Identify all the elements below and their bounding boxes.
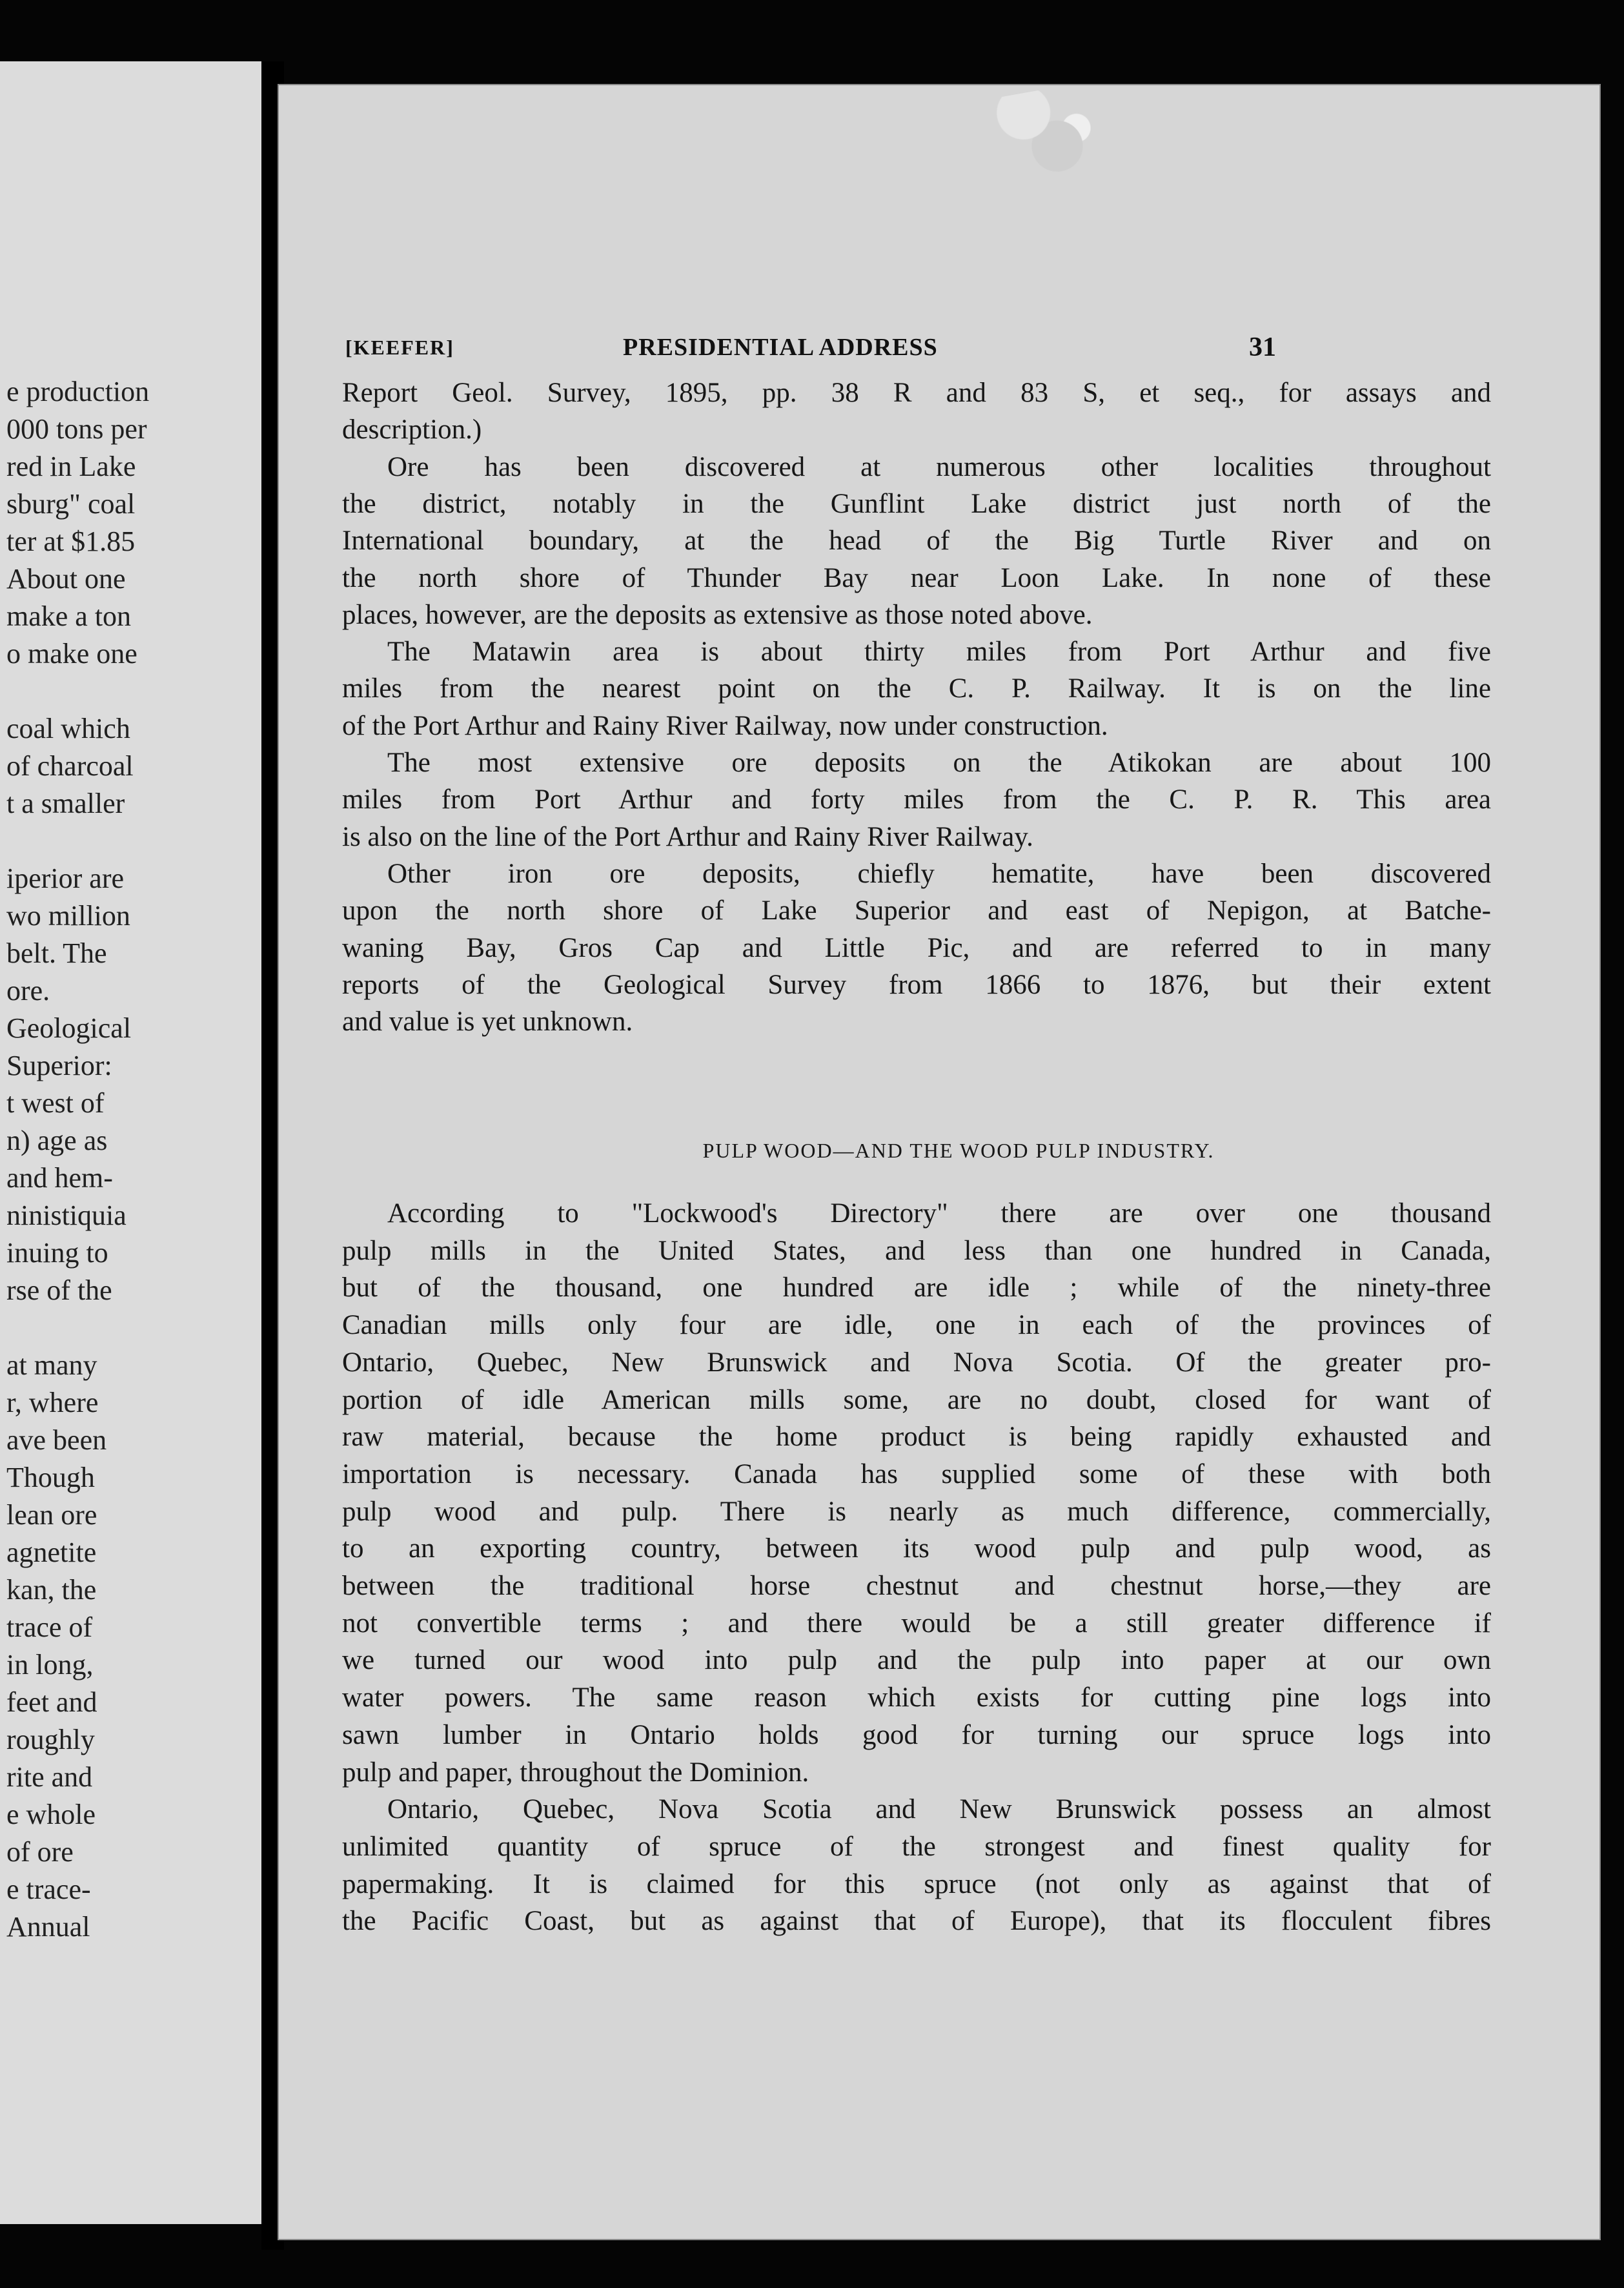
facing-page-line: About one bbox=[6, 563, 126, 595]
facing-page-line: ninistiquia bbox=[6, 1200, 127, 1231]
facing-page-line: feet and bbox=[6, 1686, 97, 1718]
text-line: and value is yet unknown. bbox=[342, 1006, 633, 1037]
facing-page-line: red in Lake bbox=[6, 451, 136, 482]
facing-page-line: iperior are bbox=[6, 863, 124, 894]
text-line: not convertible terms ; and there would be a still greater difference if bbox=[342, 1608, 1491, 1639]
paper-tear-mark bbox=[988, 84, 1112, 195]
facing-page-line: r, where bbox=[6, 1387, 99, 1418]
text-line: the Pacific Coast, but as against that of Europe), that its flocculent fibres bbox=[342, 1906, 1491, 1937]
facing-page-line: Superior: bbox=[6, 1050, 112, 1081]
facing-page-line: t west of bbox=[6, 1087, 105, 1119]
text-line: is also on the line of the Port Arthur and Rainy River Railway. bbox=[342, 821, 1033, 852]
text-line: Canadian mills only four are idle, one in each of the provinces of bbox=[342, 1310, 1491, 1341]
running-header-title: PRESIDENTIAL ADDRESS bbox=[623, 334, 938, 361]
text-line: upon the north shore of Lake Superior and east of Nepigon, at Batche- bbox=[342, 895, 1491, 926]
text-line: raw material, because the home product is being rapidly exhausted and bbox=[342, 1422, 1491, 1453]
facing-page-line: roughly bbox=[6, 1724, 95, 1755]
text-line: Ore has been discovered at numerous other localities throughout bbox=[387, 451, 1491, 482]
running-header-author: [KEEFER] bbox=[345, 336, 454, 359]
facing-page-line: of charcoal bbox=[6, 750, 134, 782]
text-line: pulp and paper, throughout the Dominion. bbox=[342, 1757, 809, 1788]
facing-page-line: e trace- bbox=[6, 1874, 91, 1905]
text-line: International boundary, at the head of the Big Turtle River and on bbox=[342, 526, 1491, 557]
facing-page-line: make a ton bbox=[6, 600, 132, 632]
text-line: we turned our wood into pulp and the pulp into paper at our own bbox=[342, 1645, 1491, 1676]
section-heading: PULP WOOD—AND THE WOOD PULP INDUSTRY. bbox=[702, 1139, 1215, 1162]
text-line: unlimited quantity of spruce of the strongest and finest quality for bbox=[342, 1831, 1491, 1862]
facing-page-line: Geological bbox=[6, 1012, 132, 1044]
page-number: 31 bbox=[1249, 332, 1276, 362]
facing-page-line: rse of the bbox=[6, 1274, 112, 1306]
facing-page-line: agnetite bbox=[6, 1537, 97, 1568]
facing-page-line: Annual bbox=[6, 1911, 90, 1943]
facing-page-line: rite and bbox=[6, 1761, 93, 1793]
text-line: reports of the Geological Survey from 1866 to 1876, but their extent bbox=[342, 969, 1491, 1000]
text-line: importation is necessary. Canada has supplied some of these with both bbox=[342, 1458, 1491, 1489]
facing-page-line: wo million bbox=[6, 900, 130, 932]
facing-page-line: in long, bbox=[6, 1649, 94, 1680]
text-line: portion of idle American mills some, are no doubt, closed for want of bbox=[342, 1384, 1491, 1415]
text-line: waning Bay, Gros Cap and Little Pic, and are referred to in many bbox=[342, 932, 1491, 963]
text-line: pulp mills in the United States, and less than one hundred in Canada, bbox=[342, 1235, 1491, 1266]
text-line: According to "Lockwood's Directory" there are over one thousand bbox=[387, 1198, 1491, 1229]
text-line: miles from the nearest point on the C. P. Railway. It is on the line bbox=[342, 673, 1491, 704]
text-line: the north shore of Thunder Bay near Loon Lake. In none of these bbox=[342, 562, 1491, 593]
facing-page-line: belt. The bbox=[6, 937, 107, 969]
text-line: pulp wood and pulp. There is nearly as much difference, commercially, bbox=[342, 1496, 1491, 1527]
facing-page-line: o make one bbox=[6, 638, 137, 669]
text-line: The Matawin area is about thirty miles from Port Arthur and five bbox=[387, 637, 1491, 668]
text-line: sawn lumber in Ontario holds good for turning our spruce logs into bbox=[342, 1719, 1491, 1750]
text-line: to an exporting country, between its wood pulp and pulp wood, as bbox=[342, 1533, 1491, 1564]
facing-page-line: sburg" coal bbox=[6, 488, 136, 520]
facing-page-line: coal which bbox=[6, 713, 130, 744]
facing-page-line: ore. bbox=[6, 975, 50, 1006]
facing-page-line: lean ore bbox=[6, 1499, 97, 1531]
facing-page-line: kan, the bbox=[6, 1574, 97, 1606]
facing-page-line: and hem- bbox=[6, 1162, 113, 1194]
facing-page-line bbox=[6, 1309, 268, 1347]
facing-page-line: e whole bbox=[6, 1799, 96, 1830]
facing-page-line: ave been bbox=[6, 1424, 107, 1456]
document-page bbox=[278, 84, 1601, 2240]
text-line: The most extensive ore deposits on the Atikokan are about 100 bbox=[387, 748, 1491, 778]
facing-page bbox=[0, 61, 268, 2224]
facing-page-line bbox=[6, 822, 268, 860]
text-line: Ontario, Quebec, Nova Scotia and New Brunswick possess an almost bbox=[387, 1794, 1491, 1825]
text-line: but of the thousand, one hundred are idle ; while of the ninety-three bbox=[342, 1272, 1491, 1303]
text-line: miles from Port Arthur and forty miles from the C. P. R. This area bbox=[342, 784, 1491, 815]
facing-page-line: t a smaller bbox=[6, 788, 125, 819]
facing-page-line: of ore bbox=[6, 1836, 74, 1868]
text-line: Report Geol. Survey, 1895, pp. 38 R and 83 S, et seq., for assays and bbox=[342, 378, 1491, 408]
text-line: of the Port Arthur and Rainy River Railway, now under construction. bbox=[342, 710, 1108, 741]
text-line: the district, notably in the Gunflint Lake district just north of the bbox=[342, 488, 1491, 519]
facing-page-line: at many bbox=[6, 1349, 97, 1381]
facing-page-line: inuing to bbox=[6, 1237, 108, 1269]
text-line: Other iron ore deposits, chiefly hematite, have been discovered bbox=[387, 858, 1491, 889]
text-line: papermaking. It is claimed for this spruce (not only as against that of bbox=[342, 1868, 1491, 1899]
text-line: water powers. The same reason which exists for cutting pine logs into bbox=[342, 1682, 1491, 1713]
facing-page-line: e production bbox=[6, 376, 150, 407]
text-line: description.) bbox=[342, 414, 482, 445]
text-line: between the traditional horse chestnut and chestnut horse,—they are bbox=[342, 1571, 1491, 1601]
facing-page-line: ter at $1.85 bbox=[6, 526, 136, 557]
facing-page-line: 000 tons per bbox=[6, 413, 147, 445]
facing-page-line bbox=[6, 673, 268, 710]
text-line: Ontario, Quebec, New Brunswick and Nova Scotia. Of the greater pro- bbox=[342, 1347, 1491, 1378]
facing-page-line: Though bbox=[6, 1462, 95, 1493]
facing-page-line: n) age as bbox=[6, 1125, 108, 1156]
facing-page-line: trace of bbox=[6, 1611, 93, 1643]
text-line: places, however, are the deposits as extensive as those noted above. bbox=[342, 599, 1093, 630]
